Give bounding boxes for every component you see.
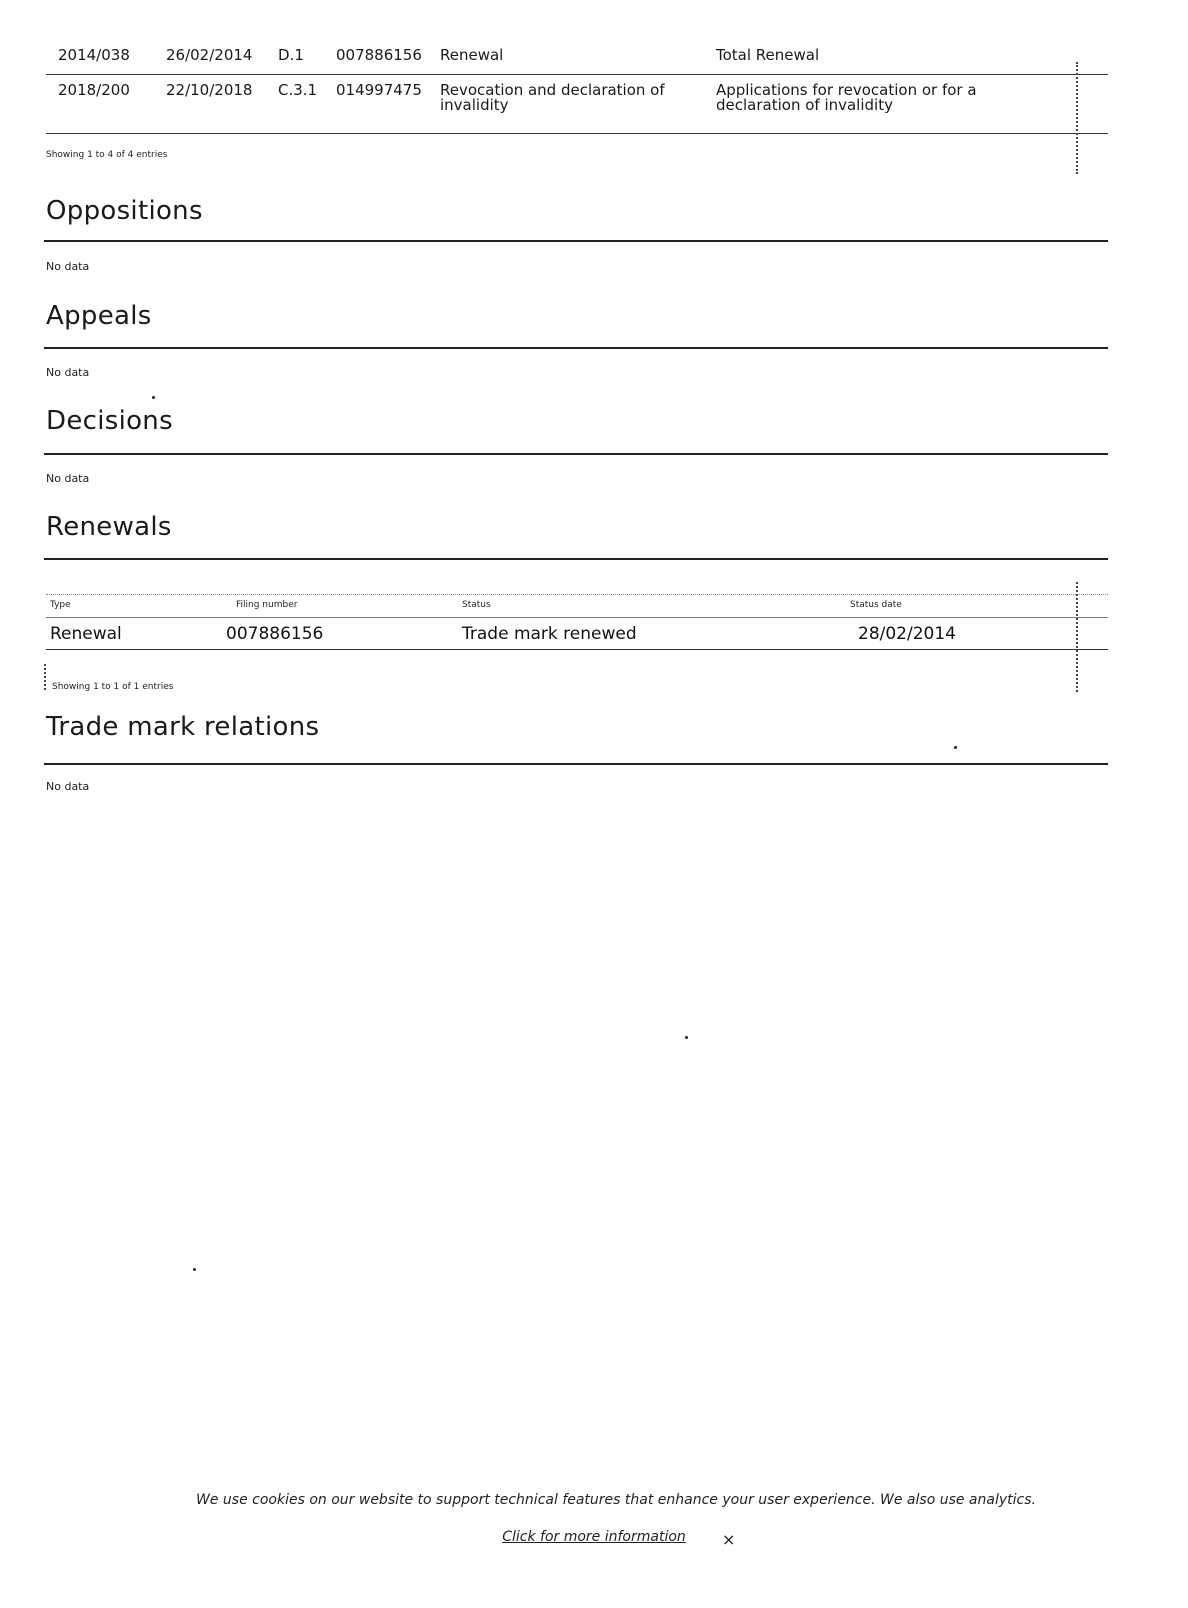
scan-speck <box>954 746 957 749</box>
renewal-status: Trade mark renewed <box>462 624 637 644</box>
cookie-info-link[interactable]: Click for more information <box>502 1529 686 1545</box>
section-divider <box>44 240 1108 242</box>
publication-type: Revocation and declaration of invalidity <box>440 81 665 114</box>
publication-number: 2014/038 <box>58 46 130 64</box>
column-header-type[interactable]: Type <box>50 600 71 610</box>
publication-date: 22/10/2018 <box>166 81 253 99</box>
publications-table <box>46 40 1108 134</box>
publication-date: 26/02/2014 <box>166 46 253 64</box>
table-row <box>46 40 1108 75</box>
appeals-heading: Appeals <box>46 301 152 331</box>
section-divider <box>44 347 1108 349</box>
section-divider <box>44 763 1108 765</box>
table-footer: Showing 1 to 1 of 1 entries <box>52 682 174 692</box>
table-edge <box>44 664 46 690</box>
oppositions-heading: Oppositions <box>46 196 203 226</box>
column-header-filing-number[interactable]: Filing number <box>236 600 298 610</box>
table-row <box>46 75 1108 134</box>
oppositions-empty: No data <box>46 260 90 273</box>
appeals-empty: No data <box>46 366 90 379</box>
relations-heading: Trade mark relations <box>46 712 320 742</box>
publication-section: C.3.1 <box>278 81 318 99</box>
scan-speck <box>152 396 155 399</box>
publication-type: Renewal <box>440 46 504 64</box>
publication-description: Applications for revocation or for a declaration of invalidity <box>716 81 977 114</box>
cookie-notice: We use cookies on our website to support technical features that enhance your user experience. We also use analytics. <box>196 1492 1036 1508</box>
trade-mark-number: 007886156 <box>336 46 422 64</box>
renewal-type: Renewal <box>50 624 122 644</box>
trade-mark-number: 014997475 <box>336 81 422 99</box>
column-header-status-date[interactable]: Status date <box>850 600 902 610</box>
relations-empty: No data <box>46 780 90 793</box>
publication-section: D.1 <box>278 46 304 64</box>
table-edge <box>1076 62 1078 174</box>
renewals-heading: Renewals <box>46 512 172 542</box>
renewal-filing-number: 007886156 <box>226 624 324 644</box>
table-edge <box>1076 582 1078 692</box>
close-icon[interactable]: × <box>722 1530 736 1549</box>
scan-speck <box>193 1268 196 1271</box>
table-footer: Showing 1 to 4 of 4 entries <box>46 150 168 160</box>
decisions-empty: No data <box>46 472 90 485</box>
scan-speck <box>685 1036 688 1039</box>
column-header-status[interactable]: Status <box>462 600 491 610</box>
decisions-heading: Decisions <box>46 406 173 436</box>
cookie-link-row <box>0 1529 1188 1545</box>
section-divider <box>44 453 1108 455</box>
renewal-status-date: 28/02/2014 <box>858 624 956 644</box>
publication-number: 2018/200 <box>58 81 130 99</box>
renewals-table-header <box>46 594 1108 618</box>
table-row <box>46 617 1108 650</box>
section-divider <box>44 558 1108 560</box>
publication-description: Total Renewal <box>716 46 820 64</box>
